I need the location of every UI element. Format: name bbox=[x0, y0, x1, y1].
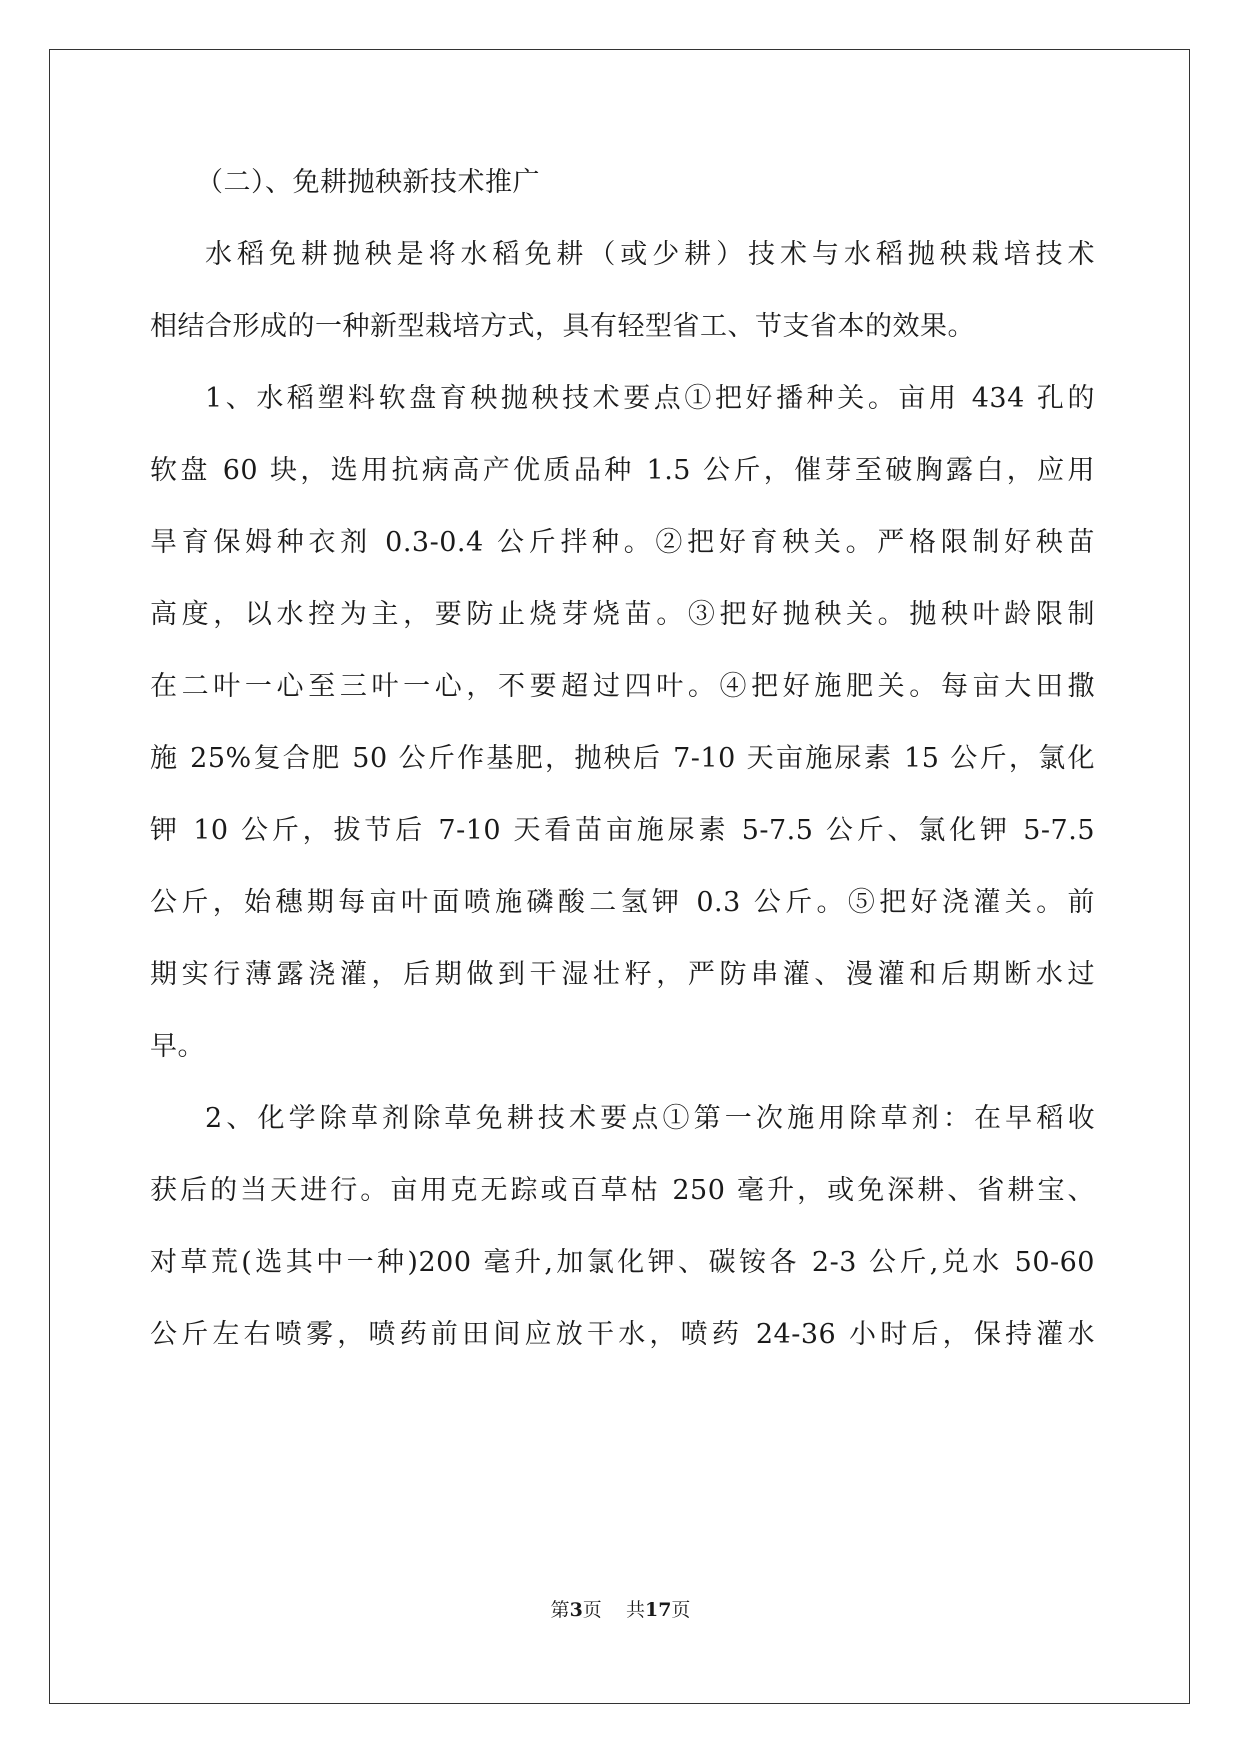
paragraph-3 bbox=[150, 1099, 1095, 1355]
text-line: 期实行薄露浇灌，后期做到干湿壮籽，严防串灌、漫灌和后期断水过 bbox=[150, 959, 1095, 990]
text-line: 公斤左右喷雾，喷药前田间应放干水，喷药 24-36 小时后，保持灌水 bbox=[150, 1319, 1095, 1350]
text-line: 在二叶一心至三叶一心，不要超过四叶。④把好施肥关。每亩大田撒 bbox=[150, 671, 1095, 702]
text-line: 钾 10 公斤，拔节后 7-10 天看苗亩施尿素 5-7.5 公斤、氯化钾 5-7.5 bbox=[150, 815, 1095, 846]
text-line: 相结合形成的一种新型栽培方式，具有轻型省工、节支省本的效果。 bbox=[150, 311, 975, 342]
page-footer bbox=[0, 1596, 1241, 1624]
current-page-number: 3 bbox=[569, 1599, 583, 1621]
footer-mid: 页 共 bbox=[582, 1599, 645, 1621]
text-line: 软盘 60 块，选用抗病高产优质品种 1.5 公斤，催芽至破胸露白，应用 bbox=[150, 455, 1095, 486]
text-line: 2、化学除草剂除草免耕技术要点①第一次施用除草剂：在早稻收 bbox=[205, 1103, 1095, 1134]
footer-suffix: 页 bbox=[671, 1599, 691, 1621]
text-line: 获后的当天进行。亩用克无踪或百草枯 250 毫升，或免深耕、省耕宝、 bbox=[150, 1175, 1095, 1206]
text-line: 早。 bbox=[150, 1031, 205, 1062]
text-line: 高度，以水控为主，要防止烧芽烧苗。③把好抛秧关。抛秧叶龄限制 bbox=[150, 599, 1095, 630]
text-line: 旱育保姆种衣剂 0.3-0.4 公斤拌种。②把好育秧关。严格限制好秧苗 bbox=[150, 527, 1095, 558]
footer-prefix: 第 bbox=[550, 1599, 570, 1621]
paragraph-1 bbox=[150, 235, 1095, 347]
section-heading: （二）、免耕抛秧新技术推广 bbox=[196, 167, 540, 198]
text-line: 公斤，始穗期每亩叶面喷施磷酸二氢钾 0.3 公斤。⑤把好浇灌关。前 bbox=[150, 887, 1095, 918]
text-line: 水稻免耕抛秧是将水稻免耕（或少耕）技术与水稻抛秧栽培技术 bbox=[205, 239, 1095, 270]
text-line: 对草荒(选其中一种)200 毫升,加氯化钾、碳铵各 2-3 公斤,兑水 50-60 bbox=[150, 1247, 1095, 1278]
text-line: 施 25%复合肥 50 公斤作基肥，抛秧后 7-10 天亩施尿素 15 公斤，氯化 bbox=[150, 743, 1095, 774]
paragraph-2 bbox=[150, 379, 1095, 1067]
total-page-count: 17 bbox=[644, 1599, 672, 1621]
text-line: 1、水稻塑料软盘育秧抛秧技术要点①把好播种关。亩用 434 孔的 bbox=[205, 383, 1095, 414]
